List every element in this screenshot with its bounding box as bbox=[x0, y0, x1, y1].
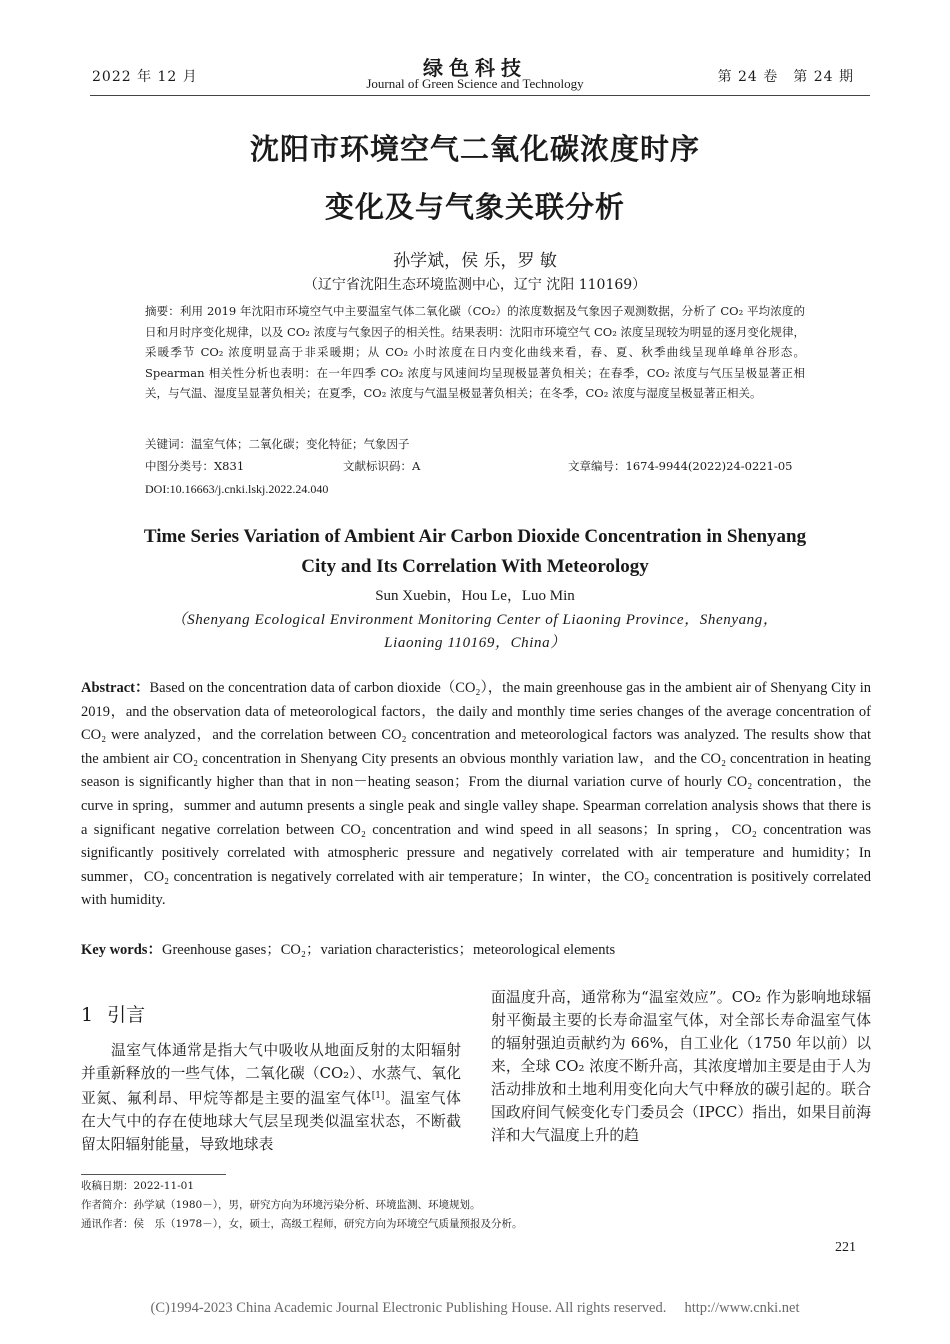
abstract-cn-label: 摘要： bbox=[145, 304, 180, 318]
copyright-notice: (C)1994-2023 China Academic Journal Electronic Publishing House. All rights reserved. http://www.cnki.net bbox=[150, 1300, 800, 1316]
title-en-line-2: City and Its Correlation With Meteorology bbox=[301, 556, 649, 577]
journal-title-en: Journal of Green Science and Technology bbox=[366, 76, 584, 91]
keywords-cn-text: 温室气体；二氧化碳；变化特征；气象因子 bbox=[191, 437, 410, 451]
affiliation-cn: （辽宁省沈阳生态环境监测中心，辽宁 沈阳 110169） bbox=[303, 277, 647, 293]
abstract-en-text: Based on the concentration data of carbon dioxide（CO₂），the main greenhouse gas in the ambient air of Shenyang City in 2019，and the observation data of meteorological factors，the daily and monthly time series changes of the average concentration of CO₂ were analyzed，and the correlation between CO₂ concentration and meteorological factors was analyzed. The results show that the ambient air CO₂ concentration in Shenyang City presents an obvious monthly variation law，and the CO₂ concentration in heating season is significantly higher than that in non－heating season；From the diurnal variation curve of hourly CO₂ concentration，the curve in spring，summer and autumn presents a single peak and single valley shape. Spearman correlation analysis shows that there is a significant negative correlation between CO₂ concentration and wind speed in all seasons；In spring，CO₂ concentration was significantly positively correlated with atmospheric pressure and negatively correlated with air temperature and humidity；In summer，CO₂ concentration is negatively correlated with air temperature；In winter，the CO₂ concentration is positively correlated with humidity. bbox=[81, 680, 871, 909]
keywords-en-label: Key words： bbox=[81, 942, 162, 958]
title-en-line-1: Time Series Variation of Ambient Air Carbon Dioxide Concentration in Shenyang bbox=[143, 526, 807, 547]
abstract-cn-text: 利用 2019 年沈阳市环境空气中主要温室气体二氧化碳（CO₂）的浓度数据及气象因子观测数据，分析了 CO₂ 平均浓度的日和月时序变化规律，以及 CO₂ 浓度与气象因子的相关性。结果表明：沈阳市环境空气 CO₂ 浓度呈现较为明显的逐月变化规律，采暖季节 CO₂ 浓度明显高于非采暖期；从 CO₂ 小时浓度在日内变化曲线来看，春、夏、秋季曲线呈现单峰单谷形态。Spearman 相关性分析也表明：在一年四季 CO₂ 浓度与风速间均呈现极显著负相关；在春季，CO₂ 浓度与气压呈极显著正相关，与气温、湿度呈显著负相关；在夏季，CO₂ 浓度与气温呈极显著负相关；在冬季，CO₂ 浓度与湿度呈极显著正相关。 bbox=[145, 304, 806, 400]
footnote-received-date: 收稿日期：2022-11-01 bbox=[81, 1180, 195, 1192]
authors-cn: 孙学斌，侯 乐，罗 敏 bbox=[393, 251, 557, 271]
title-cn-line-1: 沈阳市环境空气二氧化碳浓度时序 bbox=[249, 132, 700, 166]
body-left-text-1: 温室气体通常是指大气中吸收从地面反射的太阳辐射并重新释放的一些气体，二氧化碳（CO₂）、水蒸气、氧化亚氮、氟利昂、甲烷等都是主要的温室气体 bbox=[81, 1042, 461, 1107]
footnote-author-bio: 作者简介：孙学斌（1980－），男，研究方向为环境污染分析、环境监测、环境规划。 bbox=[81, 1199, 481, 1211]
article-number: 文章编号：1674-9944(2022)24-0221-05 bbox=[568, 459, 793, 473]
keywords-en bbox=[81, 938, 871, 959]
abstract-en bbox=[81, 677, 871, 913]
authors-en: Sun Xuebin，Hou Le，Luo Min bbox=[375, 588, 575, 604]
footnote-corresponding-author: 通讯作者：侯 乐（1978－），女，硕士，高级工程师，研究方向为环境空气质量预报及分析。 bbox=[81, 1218, 523, 1230]
document-code: 文献标识码：A bbox=[343, 459, 421, 473]
header-date: 2022 年 12 月 bbox=[92, 69, 198, 85]
citation-ref[interactable]: [1] bbox=[371, 1091, 385, 1101]
title-cn-line-2: 变化及与气象关联分析 bbox=[324, 190, 625, 224]
section-heading bbox=[81, 1000, 159, 1027]
affiliation-en-line-1: （Shenyang Ecological Environment Monitoring Center of Liaoning Province，Shenyang， bbox=[171, 612, 779, 628]
affiliation-en-line-2: Liaoning 110169，China） bbox=[384, 635, 566, 651]
body-right-column: 面温度升高，通常称为“温室效应”。CO₂ 作为影响地球辐射平衡最主要的长寿命温室气体，对全部长寿命温室气体的辐射强迫贡献约为 66%，自工业化（1750 年以前）以来，全球 CO₂ 浓度不断升高，其浓度增加主要是由于人为活动排放和土地利用变化向大气中释放的碳引起的。联合国政府间气候变化专门委员会（IPCC）指出，如果目前海洋和大气温度上升的趋 bbox=[491, 989, 871, 1144]
section-number: 1 bbox=[81, 1004, 94, 1026]
page-number: 221 bbox=[835, 1240, 856, 1255]
section-title: 引言 bbox=[107, 1004, 146, 1026]
abstract-cn bbox=[145, 301, 805, 404]
keywords-cn bbox=[145, 436, 410, 452]
classification-number: 中图分类号：X831 bbox=[145, 459, 245, 473]
keywords-en-text: Greenhouse gases；CO₂；variation characteristics；meteorological elements bbox=[161, 942, 616, 958]
body-left-text-2: 。温室气体在大气中的存在使地球大气层呈现类似温室状态，不断截留太阳辐射能量，导致地球表 bbox=[81, 1090, 461, 1153]
journal-title-cn: 绿色科技 bbox=[423, 56, 527, 80]
doi: DOI:10.16663/j.cnki.lskj.2022.24.040 bbox=[145, 482, 329, 496]
header-divider bbox=[90, 95, 870, 96]
abstract-en-label: Abstract： bbox=[81, 680, 150, 696]
footnote-divider bbox=[81, 1174, 226, 1175]
header-issue: 第 24 卷 第 24 期 bbox=[717, 69, 854, 85]
keywords-cn-label: 关键词： bbox=[145, 437, 191, 451]
body-left-column bbox=[81, 1039, 461, 1156]
